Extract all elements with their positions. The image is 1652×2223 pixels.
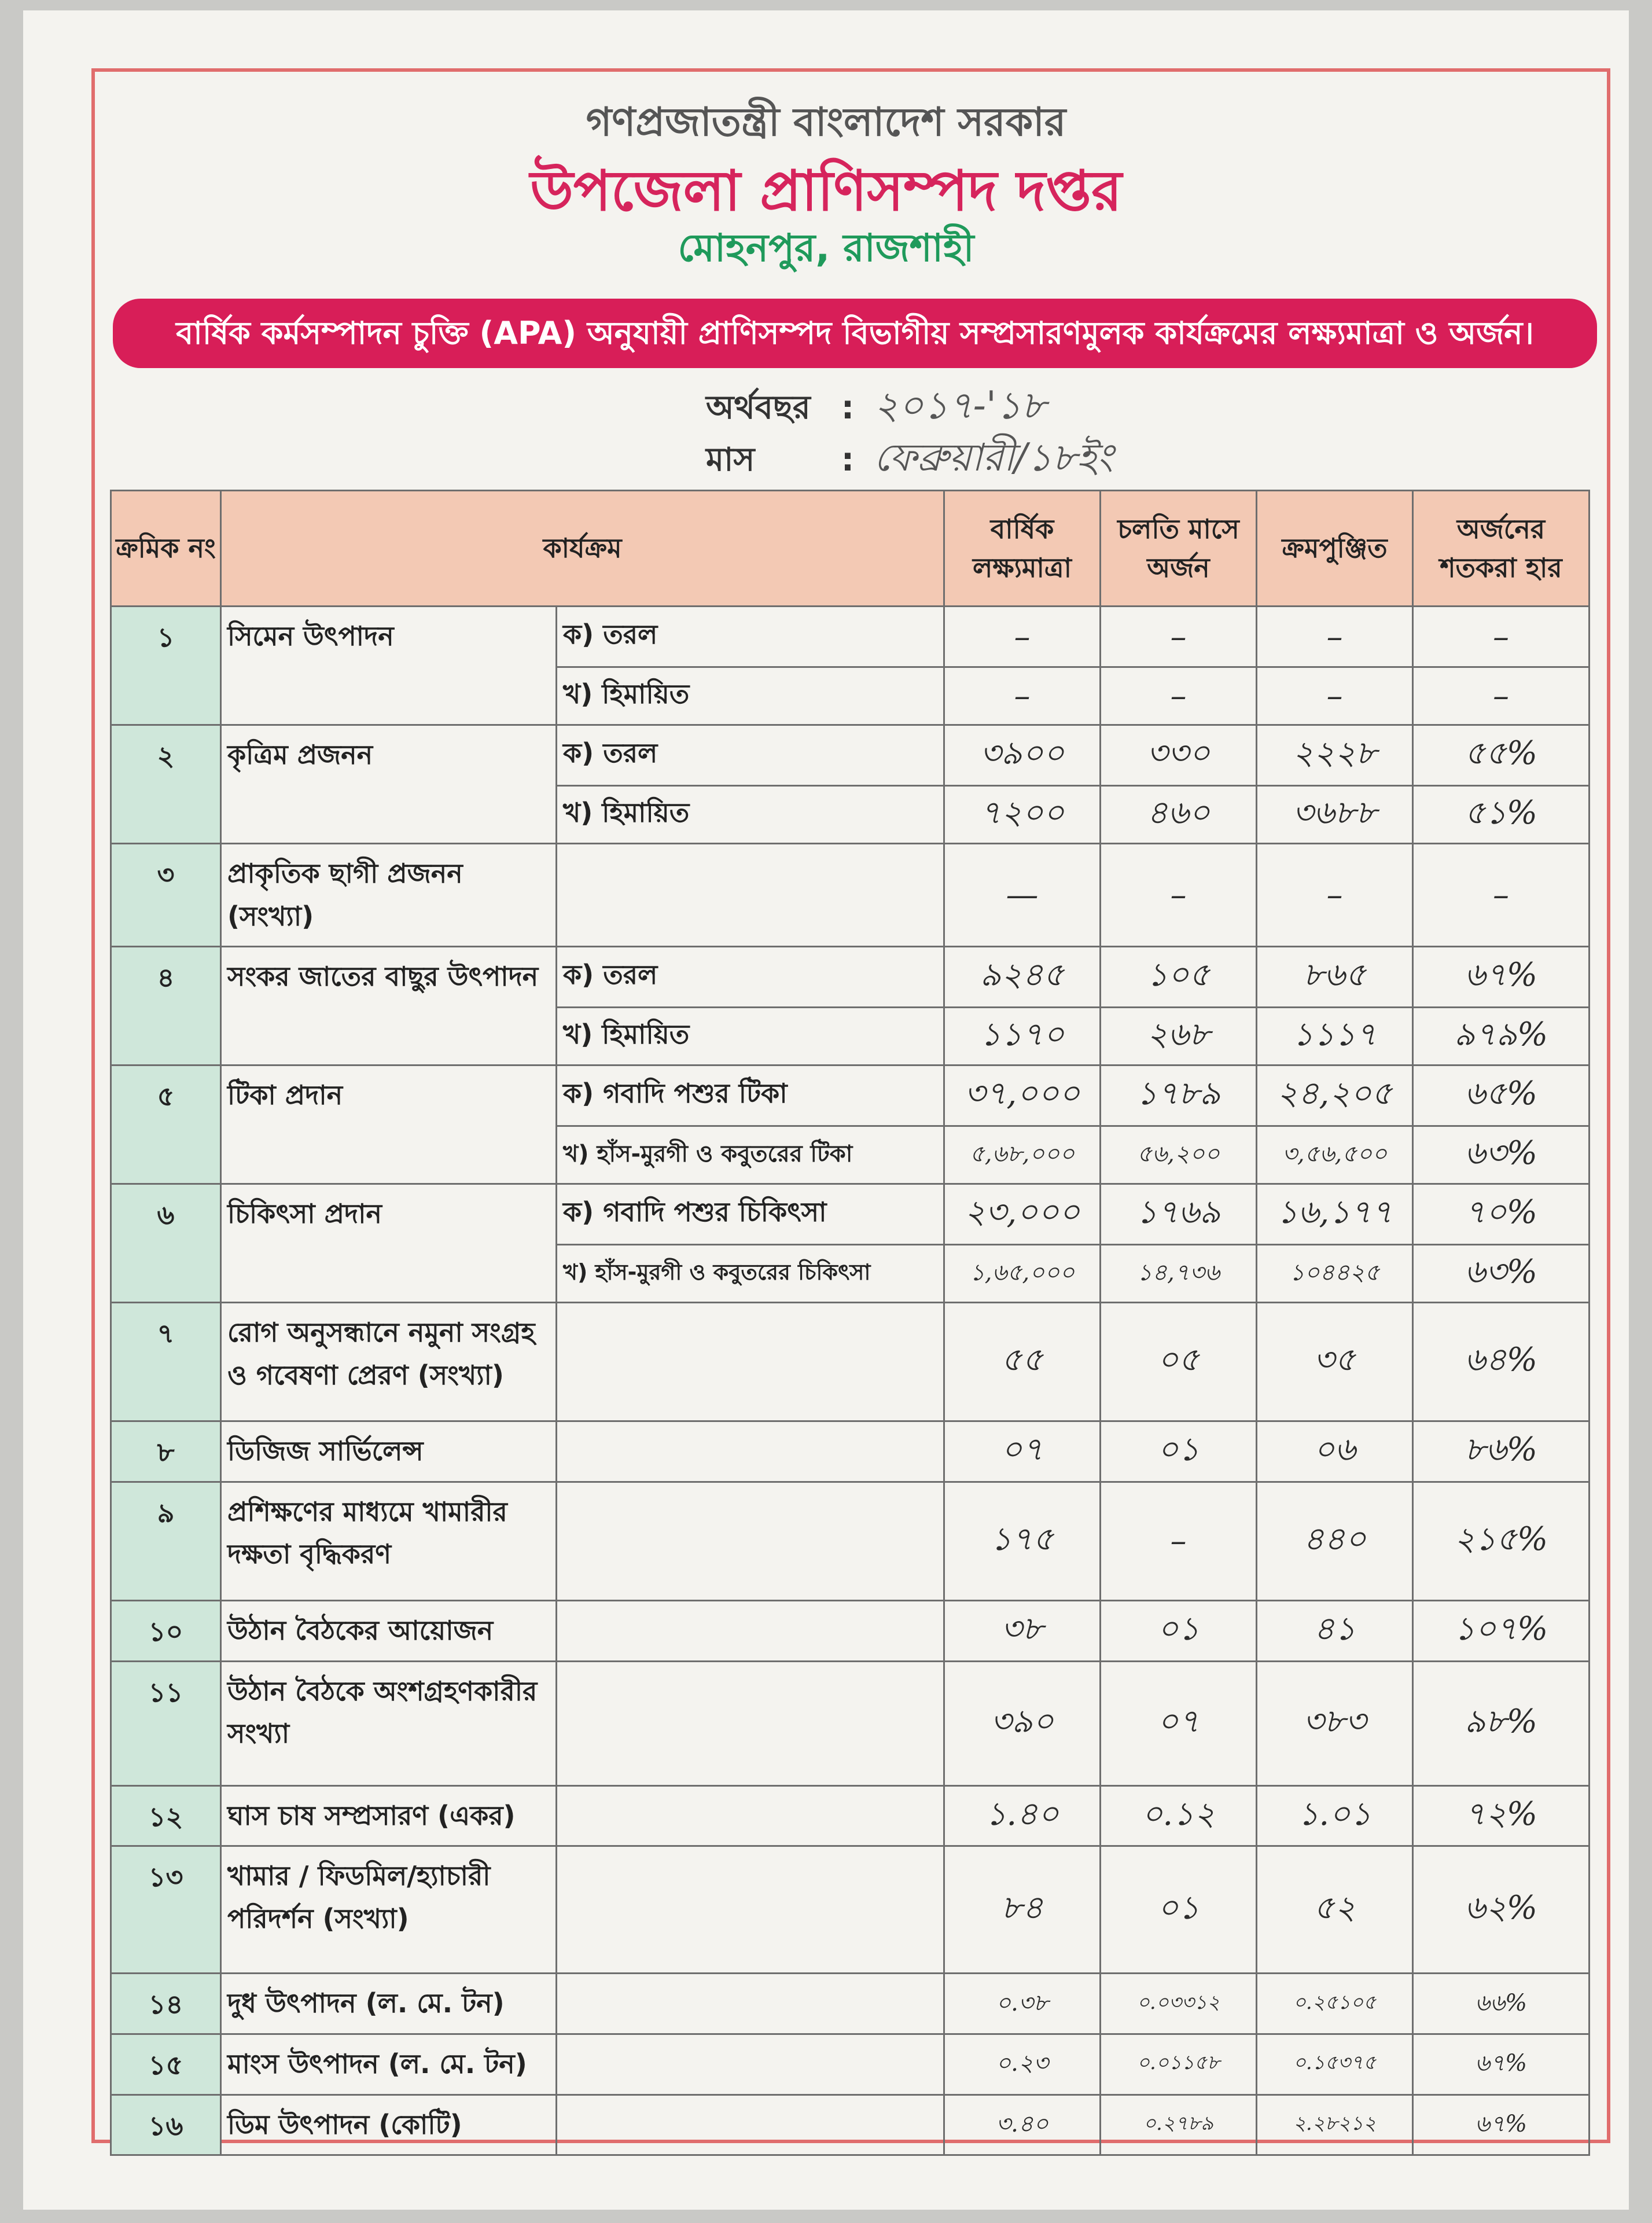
table-row — [111, 2034, 1590, 2095]
cell-cumulative: ০.১৫৩৭৫ — [1257, 2034, 1413, 2095]
row-activity: দুধ উৎপাদন (ল. মে. টন) — [221, 1974, 557, 2034]
row-sub-label: খ) হিমায়িত — [557, 667, 944, 725]
row-serial: ৪ — [111, 947, 221, 1065]
header-target: বার্ষিক লক্ষ্যমাত্রা — [944, 491, 1101, 607]
row-serial: ৫ — [111, 1065, 221, 1184]
cell-target: ০.২৩ — [944, 2034, 1101, 2095]
apa-table — [110, 490, 1590, 2156]
row-sub-label — [557, 844, 944, 947]
cell-percent: ৮৬% — [1413, 1421, 1590, 1482]
row-activity: ঘাস চাষ সম্প্রসারণ (একর) — [221, 1785, 557, 1846]
cell-current: ০১ — [1101, 1421, 1257, 1482]
row-serial: ১৫ — [111, 2034, 221, 2095]
cell-current: – — [1101, 607, 1257, 667]
row-activity: সংকর জাতের বাছুর উৎপাদন — [221, 947, 557, 1065]
row-activity: ডিজিজ সার্ভিলেন্স — [221, 1421, 557, 1482]
row-activity: চিকিৎসা প্রদান — [221, 1184, 557, 1303]
cell-percent: ৬২% — [1413, 1846, 1590, 1974]
header-serial: ক্রমিক নং — [111, 491, 221, 607]
row-sub-label — [557, 1661, 944, 1785]
cell-target: — — [944, 844, 1101, 947]
cell-current: ০.১২ — [1101, 1785, 1257, 1846]
row-sub-label: ক) তরল — [557, 947, 944, 1008]
cell-cumulative: ১১১৭ — [1257, 1008, 1413, 1065]
cell-cumulative: ২২২৮ — [1257, 725, 1413, 786]
cell-percent: ৬৫% — [1413, 1065, 1590, 1126]
cell-target: ৩৯০০ — [944, 725, 1101, 786]
cell-target: ৩৯০ — [944, 1661, 1101, 1785]
fiscal-year-label: অর্থবছর — [706, 389, 811, 427]
row-sub-label: খ) হাঁস-মুরগী ও কবুতরের টিকা — [557, 1126, 944, 1184]
row-serial: ৯ — [111, 1482, 221, 1600]
row-serial: ১২ — [111, 1785, 221, 1846]
cell-percent: ৭০% — [1413, 1184, 1590, 1245]
month-label: মাস — [706, 441, 755, 479]
row-activity: ডিম উৎপাদন (কোটি) — [221, 2095, 557, 2155]
cell-percent: ৬৪% — [1413, 1303, 1590, 1421]
table-row — [111, 947, 1590, 1008]
row-sub-label: খ) হিমায়িত — [557, 1008, 944, 1065]
location-title: মোহনপুর, রাজশাহী — [678, 226, 974, 270]
cell-current: ০১ — [1101, 1846, 1257, 1974]
cell-cumulative: – — [1257, 607, 1413, 667]
cell-percent: ৬৩% — [1413, 1245, 1590, 1303]
cell-cumulative: ১০৪৪২৫ — [1257, 1245, 1413, 1303]
cell-target: ৫৫ — [944, 1303, 1101, 1421]
row-sub-label — [557, 1482, 944, 1600]
cell-percent: ৯৮% — [1413, 1661, 1590, 1785]
cell-cumulative: – — [1257, 667, 1413, 725]
fiscal-year-value: ২০১৭-'১৮ — [874, 383, 1046, 428]
cell-percent: ৫১% — [1413, 786, 1590, 844]
row-activity: টিকা প্রদান — [221, 1065, 557, 1184]
row-serial: ১৬ — [111, 2095, 221, 2155]
row-sub-label — [557, 1421, 944, 1482]
cell-cumulative: ১৬,১৭৭ — [1257, 1184, 1413, 1245]
row-sub-label: খ) হিমায়িত — [557, 786, 944, 844]
cell-cumulative: ৩৬৮৮ — [1257, 786, 1413, 844]
apa-banner: বার্ষিক কর্মসম্পাদন চুক্তি (APA) অনুযায়ী প্রাণিসম্পদ বিভাগীয় সম্প্রসারণমুলক কার্যক্রমের লক্ষ্যমাত্রা ও অর্জন। — [113, 299, 1597, 368]
cell-cumulative: ৪১ — [1257, 1600, 1413, 1661]
cell-target: ১১৭০ — [944, 1008, 1101, 1065]
cell-target: ৩৮ — [944, 1600, 1101, 1661]
table-row — [111, 1303, 1590, 1421]
cell-current: ৩৩০ — [1101, 725, 1257, 786]
row-serial: ১৩ — [111, 1846, 221, 1974]
cell-target: ৯২৪৫ — [944, 947, 1101, 1008]
header-cumulative: ক্রমপুঞ্জিত — [1257, 491, 1413, 607]
row-sub-label — [557, 1303, 944, 1421]
row-serial: ৬ — [111, 1184, 221, 1303]
table-row — [111, 1065, 1590, 1126]
cell-current: ১৭৮৯ — [1101, 1065, 1257, 1126]
cell-current: ০.২৭৮৯ — [1101, 2095, 1257, 2155]
cell-current: – — [1101, 844, 1257, 947]
row-activity: উঠান বৈঠকে অংশগ্রহণকারীর সংখ্যা — [221, 1661, 557, 1785]
row-activity: মাংস উৎপাদন (ল. মে. টন) — [221, 2034, 557, 2095]
row-sub-label — [557, 1785, 944, 1846]
table-row — [111, 725, 1590, 786]
cell-percent: ১০৭% — [1413, 1600, 1590, 1661]
cell-current: ০.০১১৫৮ — [1101, 2034, 1257, 2095]
cell-target: ১৭৫ — [944, 1482, 1101, 1600]
table-row — [111, 1482, 1590, 1600]
cell-target: ০৭ — [944, 1421, 1101, 1482]
cell-current: ০৫ — [1101, 1303, 1257, 1421]
cell-current: ০১ — [1101, 1600, 1257, 1661]
cell-cumulative: ৮৬৫ — [1257, 947, 1413, 1008]
cell-target: ২৩,০০০ — [944, 1184, 1101, 1245]
cell-target: ১,৬৫,০০০ — [944, 1245, 1101, 1303]
header-percent: অর্জনের শতকরা হার — [1413, 491, 1590, 607]
row-sub-label — [557, 2095, 944, 2155]
cell-cumulative: ৩৮৩ — [1257, 1661, 1413, 1785]
cell-current: ১৭৬৯ — [1101, 1184, 1257, 1245]
cell-percent: – — [1413, 844, 1590, 947]
row-serial: ১১ — [111, 1661, 221, 1785]
office-title: উপজেলা প্রাণিসম্পদ দপ্তর — [530, 159, 1122, 223]
row-serial: ৭ — [111, 1303, 221, 1421]
row-sub-label — [557, 1974, 944, 2034]
cell-percent: ৬৭% — [1413, 2034, 1590, 2095]
cell-cumulative: ৫২ — [1257, 1846, 1413, 1974]
row-serial: ১০ — [111, 1600, 221, 1661]
cell-percent: ৬৬% — [1413, 1974, 1590, 2034]
row-activity: খামার / ফিডমিল/হ্যাচারী পরিদর্শন (সংখ্যা) — [221, 1846, 557, 1974]
cell-percent: ৬৭% — [1413, 947, 1590, 1008]
row-activity: প্রশিক্ষণের মাধ্যমে খামারীর দক্ষতা বৃদ্ধিকরণ — [221, 1482, 557, 1600]
cell-target: ৩.৪০ — [944, 2095, 1101, 2155]
cell-cumulative: ০.২৫১০৫ — [1257, 1974, 1413, 2034]
cell-current: ১০৫ — [1101, 947, 1257, 1008]
table-row — [111, 1785, 1590, 1846]
row-sub-label — [557, 1600, 944, 1661]
row-sub-label: ক) গবাদি পশুর চিকিৎসা — [557, 1184, 944, 1245]
row-serial: ১৪ — [111, 1974, 221, 2034]
cell-cumulative: ৪৪০ — [1257, 1482, 1413, 1600]
cell-percent: ৫৫% — [1413, 725, 1590, 786]
row-activity: উঠান বৈঠকের আয়োজন — [221, 1600, 557, 1661]
table-row — [111, 844, 1590, 947]
cell-percent: – — [1413, 667, 1590, 725]
cell-current: ০.০৩৩১২ — [1101, 1974, 1257, 2034]
table-row — [111, 1600, 1590, 1661]
cell-target: – — [944, 667, 1101, 725]
cell-percent: ৭২% — [1413, 1785, 1590, 1846]
cell-current: – — [1101, 1482, 1257, 1600]
cell-percent: ৯৭৯% — [1413, 1008, 1590, 1065]
cell-target: ৮৪ — [944, 1846, 1101, 1974]
table-row — [111, 607, 1590, 667]
cell-percent: ২১৫% — [1413, 1482, 1590, 1600]
cell-cumulative: ৩৫ — [1257, 1303, 1413, 1421]
header-activity: কার্যক্রম — [221, 491, 944, 607]
cell-current: ২৬৮ — [1101, 1008, 1257, 1065]
cell-target: ১.৪০ — [944, 1785, 1101, 1846]
row-serial: ৮ — [111, 1421, 221, 1482]
month-row: মাস : ফেব্রুয়ারী/১৮ইং — [706, 428, 1113, 492]
cell-cumulative: ১.০১ — [1257, 1785, 1413, 1846]
cell-percent: ৬৩% — [1413, 1126, 1590, 1184]
row-activity: প্রাকৃতিক ছাগী প্রজনন (সংখ্যা) — [221, 844, 557, 947]
cell-target: ৩৭,০০০ — [944, 1065, 1101, 1126]
cell-target: ৫,৬৮,০০০ — [944, 1126, 1101, 1184]
row-activity: সিমেন উৎপাদন — [221, 607, 557, 725]
cell-current: ১৪,৭৩৬ — [1101, 1245, 1257, 1303]
row-sub-label: খ) হাঁস-মুরগী ও কবুতরের চিকিৎসা — [557, 1245, 944, 1303]
table-row — [111, 1184, 1590, 1245]
table-row — [111, 1421, 1590, 1482]
row-sub-label — [557, 1846, 944, 1974]
table-row — [111, 2095, 1590, 2155]
row-sub-label: ক) তরল — [557, 607, 944, 667]
government-title: গণপ্রজাতন্ত্রী বাংলাদেশ সরকার — [586, 100, 1066, 145]
cell-cumulative: ৩,৫৬,৫০০ — [1257, 1126, 1413, 1184]
cell-cumulative: ০৬ — [1257, 1421, 1413, 1482]
month-value: ফেব্রুয়ারী/১৮ইং — [874, 435, 1113, 480]
row-serial: ২ — [111, 725, 221, 844]
table-row — [111, 1661, 1590, 1785]
row-serial: ১ — [111, 607, 221, 725]
cell-current: ৪৬০ — [1101, 786, 1257, 844]
cell-percent: ৬৭% — [1413, 2095, 1590, 2155]
header-current: চলতি মাসে অর্জন — [1101, 491, 1257, 607]
cell-target: – — [944, 607, 1101, 667]
table-row — [111, 1974, 1590, 2034]
cell-cumulative: ২৪,২০৫ — [1257, 1065, 1413, 1126]
row-activity: রোগ অনুসন্ধানে নমুনা সংগ্রহ ও গবেষণা প্রেরণ (সংখ্যা) — [221, 1303, 557, 1421]
row-activity: কৃত্রিম প্রজনন — [221, 725, 557, 844]
cell-current: ০৭ — [1101, 1661, 1257, 1785]
notice-board — [23, 10, 1629, 2210]
table-header-row — [111, 491, 1590, 607]
cell-percent: – — [1413, 607, 1590, 667]
cell-current: ৫৬,২০০ — [1101, 1126, 1257, 1184]
fiscal-year-row: অর্থবছর : ২০১৭-'১৮ — [706, 376, 1046, 440]
cell-cumulative: ২.২৮২১২ — [1257, 2095, 1413, 2155]
cell-target: ৭২০০ — [944, 786, 1101, 844]
cell-target: ০.৩৮ — [944, 1974, 1101, 2034]
cell-current: – — [1101, 667, 1257, 725]
row-sub-label: ক) গবাদি পশুর টিকা — [557, 1065, 944, 1126]
cell-cumulative: – — [1257, 844, 1413, 947]
table-row — [111, 1846, 1590, 1974]
row-serial: ৩ — [111, 844, 221, 947]
row-sub-label: ক) তরল — [557, 725, 944, 786]
row-sub-label — [557, 2034, 944, 2095]
